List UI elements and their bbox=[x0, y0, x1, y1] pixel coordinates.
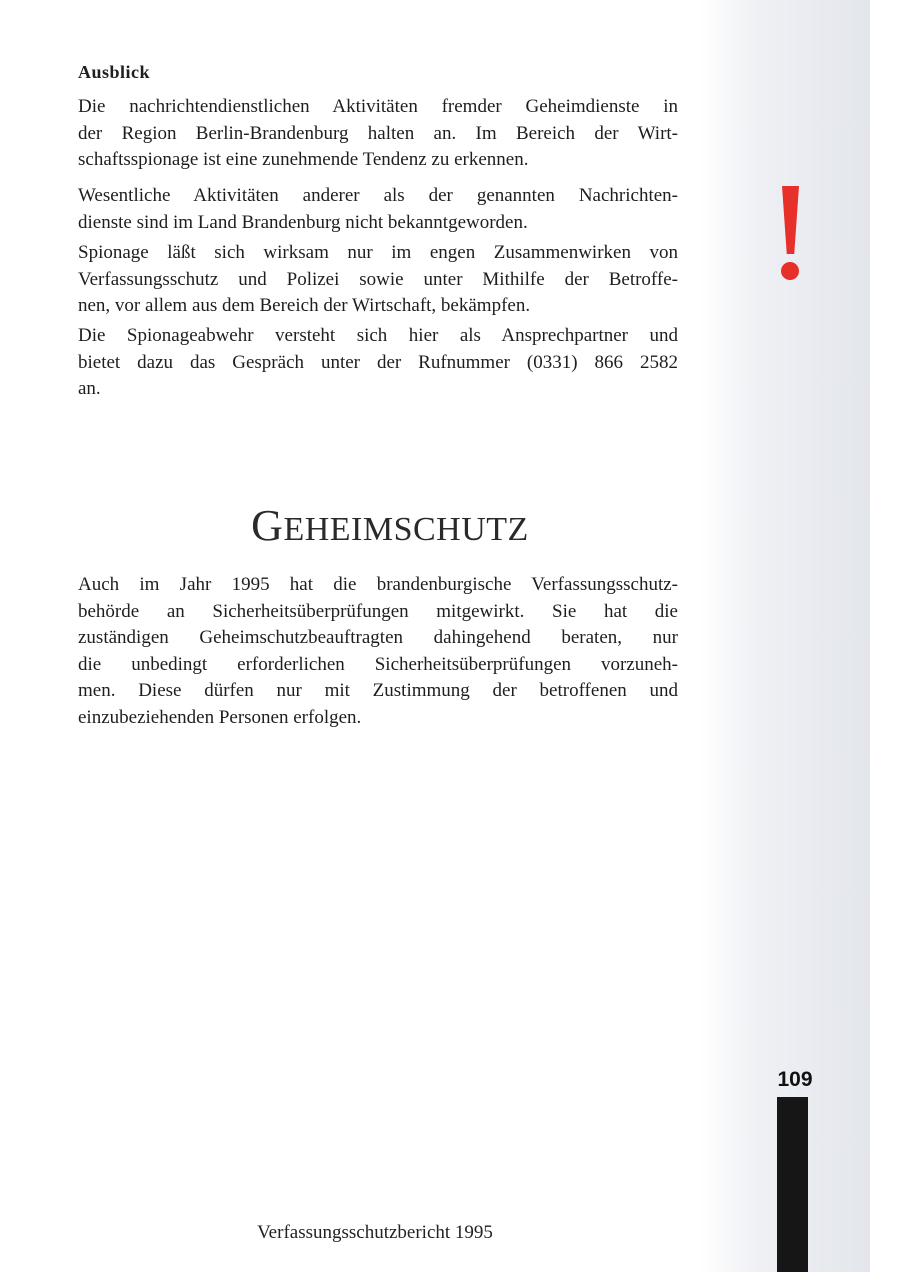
text-line: Die Spionageabwehr versteht sich hier als Ansprechpartner und bbox=[78, 325, 678, 346]
thumb-index-bar bbox=[777, 1097, 808, 1272]
page-edge bbox=[870, 0, 900, 1272]
exclamation-dot bbox=[781, 262, 799, 280]
text-line: Wesentliche Aktivitäten anderer als der genannten Nachrichten- bbox=[78, 185, 678, 206]
page-number: 109 bbox=[777, 1068, 813, 1091]
text-line: Die nachrichtendienstlichen Aktivitäten fremder Geheimdienste in bbox=[78, 96, 678, 117]
text-line: an. bbox=[78, 378, 101, 399]
chapter-title bbox=[0, 500, 780, 551]
text-line: die unbedingt erforderlichen Sicherheitsüberprüfungen vorzuneh- bbox=[78, 653, 678, 675]
ausblick-paragraph-4 bbox=[78, 323, 678, 403]
text-line: Verfassungsschutz und Polizei sowie unter Mithilfe der Betroffe- bbox=[78, 268, 678, 290]
chapter-title-initial: G bbox=[251, 501, 284, 550]
ausblick-paragraph-2 bbox=[78, 183, 678, 236]
page-footer: Verfassungsschutzbericht 1995 bbox=[257, 1222, 493, 1243]
text-line: einzubeziehenden Personen erfolgen. bbox=[78, 706, 362, 728]
text-line: Spionage läßt sich wirksam nur im engen Zusammenwirken von bbox=[78, 242, 678, 263]
text-line: zuständigen Geheimschutzbeauftragten dahingehend beraten, nur bbox=[78, 627, 678, 648]
text-line: dienste sind im Land Brandenburg nicht bekanntgeworden. bbox=[78, 211, 528, 233]
ausblick-paragraph-1 bbox=[78, 94, 678, 174]
text-line: Auch im Jahr 1995 hat die brandenburgische Verfassungsschutz- bbox=[78, 574, 678, 595]
text-line: der Region Berlin-Brandenburg halten an. Im Bereich der Wirt- bbox=[78, 122, 678, 144]
chapter-title-rest: EHEIMSCHUTZ bbox=[283, 511, 529, 548]
text-line: men. Diese dürfen nur mit Zustimmung der betroffenen und bbox=[78, 680, 678, 701]
text-line: nen, vor allem aus dem Bereich der Wirtschaft, bekämpfen. bbox=[78, 295, 531, 316]
section-heading-ausblick: Ausblick bbox=[78, 62, 151, 82]
text-line: bietet dazu das Gespräch unter der Rufnummer (0331) 866 2582 bbox=[78, 351, 678, 373]
geheimschutz-paragraph bbox=[78, 572, 678, 731]
text-line: schaftsspionage ist eine zunehmende Tendenz zu erkennen. bbox=[78, 149, 529, 170]
ausblick-paragraph-3 bbox=[78, 240, 678, 320]
text-line: behörde an Sicherheitsüberprüfungen mitgewirkt. Sie hat die bbox=[78, 600, 678, 622]
